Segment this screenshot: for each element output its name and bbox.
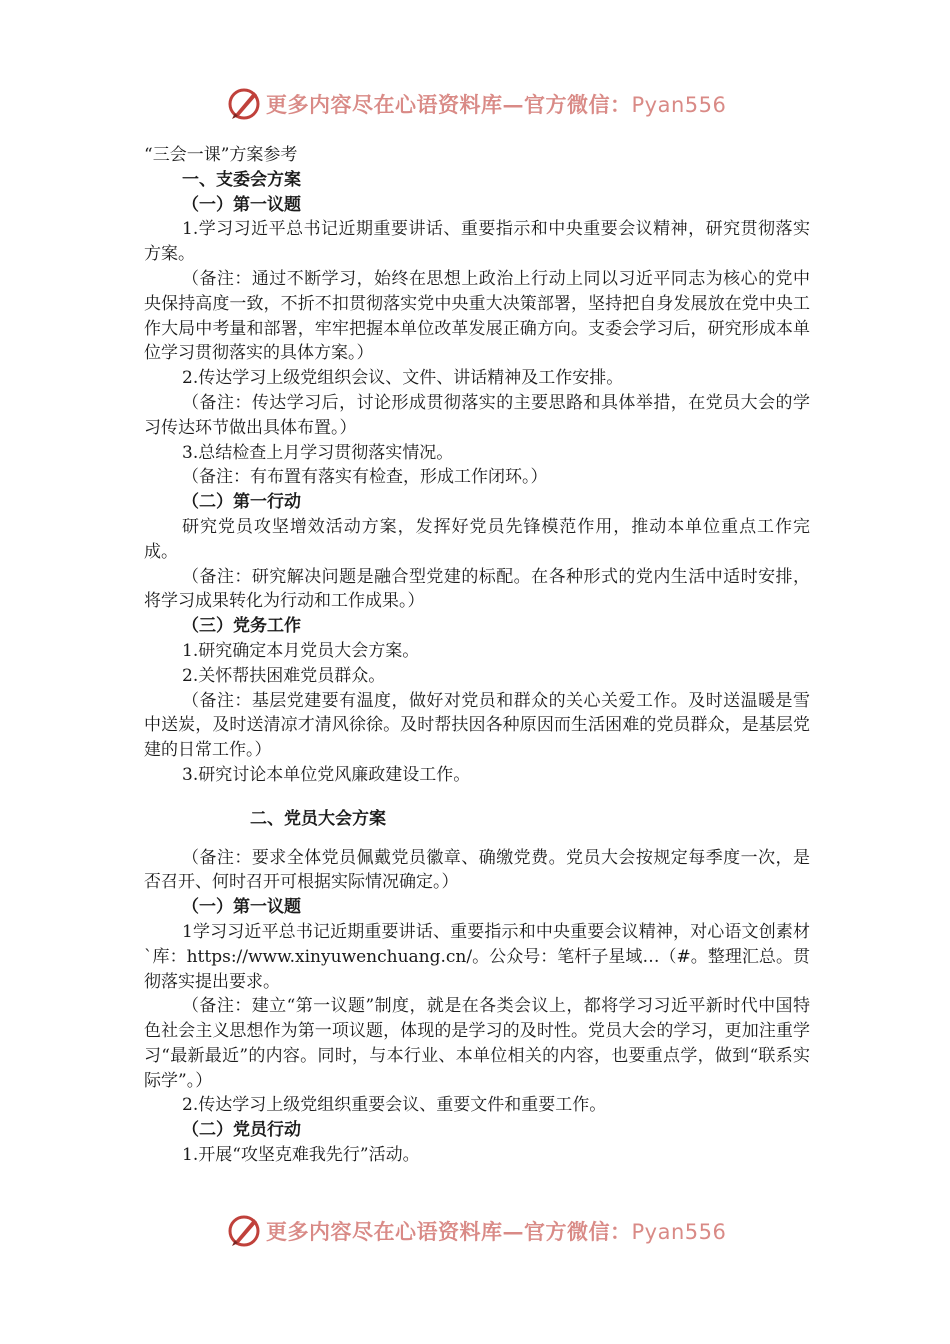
paragraph: 3.研究讨论本单位党风廉政建设工作。 <box>182 764 471 785</box>
section-heading: 二、党员大会方案 <box>250 808 386 829</box>
paragraph: 3.总结检查上月学习贯彻落实情况。 <box>182 442 454 463</box>
banner-text-cn: 更多内容尽在心语资料库—官方微信： <box>266 1219 632 1244</box>
paragraph: 1学习习近平总书记近期重要讲话、重要指示和中央重要会议精神，对心语文创素材`库：https://www.xinyuwenchuang.cn/。公众号：笔杆子星域…（#。整理汇总。贯彻落实提出要求。 <box>144 921 810 992</box>
pen-logo-icon <box>226 86 262 122</box>
subsection-heading: （一）第一议题 <box>182 897 301 918</box>
spacer <box>144 788 810 807</box>
pen-logo-icon <box>226 1213 262 1249</box>
watermark-banner-bottom <box>226 1211 726 1251</box>
spacer <box>144 832 810 846</box>
subsection-heading: （一）第一议题 <box>182 194 301 215</box>
banner-text <box>266 89 726 119</box>
paragraph: 2.传达学习上级党组织会议、文件、讲话精神及工作安排。 <box>182 368 624 389</box>
note-paragraph: （备注：通过不断学习，始终在思想上政治上行动上同以习近平同志为核心的党中央保持高度一致，不折不扣贯彻落实党中央重大决策部署，坚持把自身发展放在党中央工作大局中考量和部署，牢牢把握本单位改革发展正确方向。支委会学习后，研究形成本单位学习贯彻落实的具体方案。） <box>144 268 810 364</box>
banner-text-cn: 更多内容尽在心语资料库—官方微信： <box>266 92 632 117</box>
paragraph: 1.学习习近平总书记近期重要讲话、重要指示和中央重要会议精神，研究贯彻落实方案。 <box>144 219 810 265</box>
paragraph: 1.研究确定本月党员大会方案。 <box>182 640 420 661</box>
paragraph: 1.开展“攻坚克难我先行”活动。 <box>182 1145 420 1166</box>
subsection-heading: （二）党员行动 <box>182 1120 301 1141</box>
note-paragraph: （备注：传达学习后，讨论形成贯彻落实的主要思路和具体举措，在党员大会的学习传达环节做出具体布置。） <box>144 392 810 438</box>
banner-wechat-id: Pyan556 <box>631 1220 727 1244</box>
watermark-banner-top <box>226 84 726 124</box>
paragraph: 研究党员攻坚增效活动方案，发挥好党员先锋模范作用，推动本单位重点工作完成。 <box>144 516 810 562</box>
note-paragraph: （备注：有布置有落实有检查，形成工作闭环。） <box>182 467 548 488</box>
paragraph: 2.关怀帮扶困难党员群众。 <box>182 665 386 686</box>
note-paragraph: （备注：建立“第一议题”制度，就是在各类会议上，都将学习习近平新时代中国特色社会主义思想作为第一项议题，体现的是学习的及时性。党员大会的学习，更加注重学习“最新最近”的内容。同时，与本行业、本单位相关的内容，也要重点学，做到“联系实际学”。） <box>144 996 810 1091</box>
note-paragraph: （备注：研究解决问题是融合型党建的标配。在各种形式的党内生活中适时安排，将学习成果转化为行动和工作成果。） <box>144 566 810 612</box>
subsection-heading: （二）第一行动 <box>182 492 301 513</box>
document-title: “三会一课”方案参考 <box>144 145 298 165</box>
paragraph: 2.传达学习上级党组织重要会议、重要文件和重要工作。 <box>182 1095 607 1116</box>
banner-text <box>266 1216 726 1246</box>
note-paragraph: （备注：基层党建要有温度，做好对党员和群众的关心关爱工作。及时送温暖是雪中送炭，及时送清凉才清风徐徐。及时帮扶因各种原因而生活困难的党员群众，是基层党建的日常工作。） <box>144 690 810 761</box>
section-heading: 一、支委会方案 <box>182 169 301 190</box>
subsection-heading: （三）党务工作 <box>182 616 301 637</box>
note-paragraph: （备注：要求全体党员佩戴党员徽章、确缴党费。党员大会按规定每季度一次，是否召开、何时召开可根据实际情况确定。） <box>144 847 810 893</box>
banner-wechat-id: Pyan556 <box>631 93 727 117</box>
document-body <box>144 143 810 1168</box>
